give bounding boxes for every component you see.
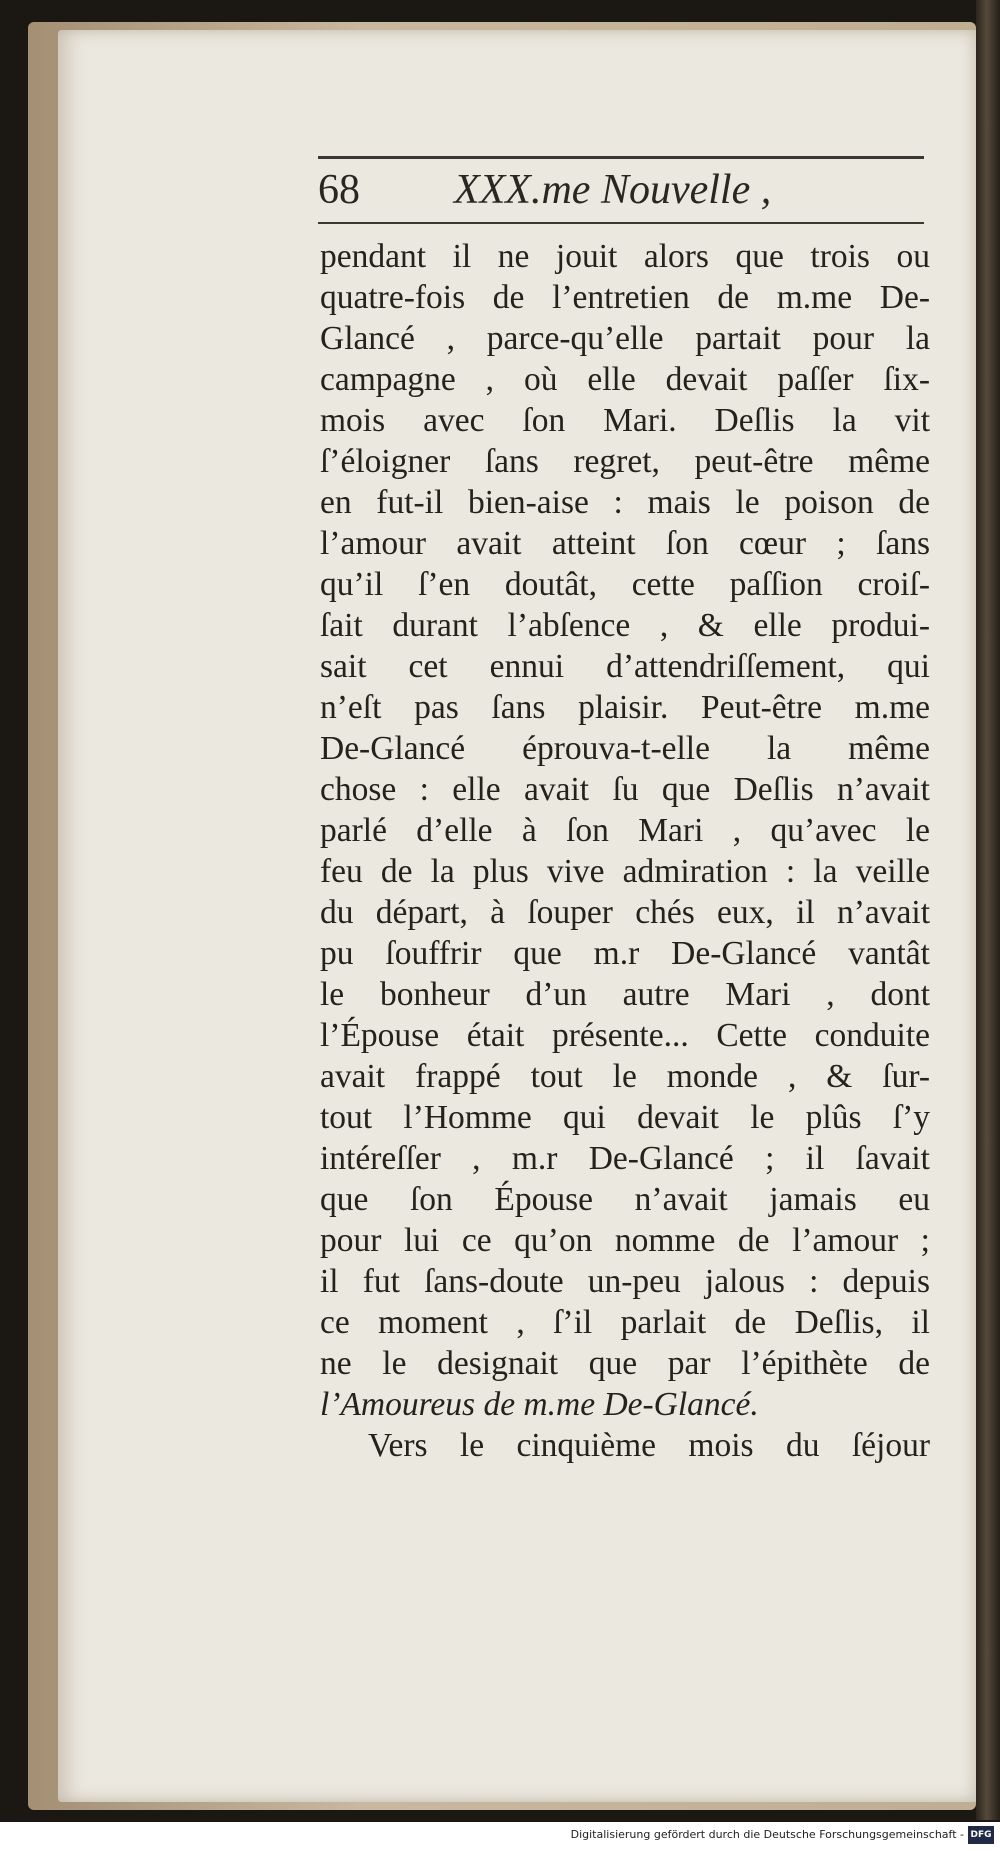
text-line: le bonheur d’un autre Mari , dont <box>320 976 930 1013</box>
text-line: ſait durant l’abſence , & elle produi- <box>320 607 930 644</box>
text-line: ſ’éloigner ſans regret, peut-être même <box>320 443 930 480</box>
text-line: intéreſſer , m.r De-Glancé ; il ſavait <box>320 1140 930 1177</box>
text-line: tout l’Homme qui devait le plûs ſ’y <box>320 1099 930 1136</box>
digitization-footer <box>0 1822 1000 1851</box>
text-line: pendant il ne jouit alors que trois ou <box>320 238 930 275</box>
text-line: Glancé , parce-qu’elle partait pour la <box>320 320 930 357</box>
book-binding-edge <box>976 0 1000 1820</box>
paragraph-first-line: Vers le cinquième mois du ſéjour <box>368 1427 930 1464</box>
text-line: De-Glancé éprouva-t-elle la même <box>320 730 930 767</box>
text-line: du départ, à ſouper chés eux, il n’avait <box>320 894 930 931</box>
text-line: n’eſt pas ſans plaisir. Peut-être m.me <box>320 689 930 726</box>
page-number: 68 <box>318 167 360 213</box>
text-line: pu ſouffrir que m.r De-Glancé vantât <box>320 935 930 972</box>
body-text <box>320 236 930 1466</box>
footer-credit: Digitalisierung gefördert durch die Deutsche Forschungsgemeinschaft - <box>570 1828 964 1841</box>
text-line: campagne , où elle devait paſſer ſix- <box>320 361 930 398</box>
text-line: ce moment , ſ’il parlait de Deſlis, il <box>320 1304 930 1341</box>
text-line: feu de la plus vive admiration : la veille <box>320 853 930 890</box>
text-line: l’Épouse était présente... Cette conduite <box>320 1017 930 1054</box>
text-line: quatre-fois de l’entretien de m.me De- <box>320 279 930 316</box>
text-line: pour lui ce qu’on nomme de l’amour ; <box>320 1222 930 1259</box>
text-line-italic: l’Amoureus de m.me De-Glancé. <box>320 1386 759 1423</box>
text-line: en fut-il bien-aise : mais le poison de <box>320 484 930 521</box>
running-title: XXX.me Nouvelle , <box>454 167 772 213</box>
text-line: chose : elle avait ſu que Deſlis n’avait <box>320 771 930 808</box>
header-rule-bottom <box>318 222 924 224</box>
running-head <box>318 166 924 220</box>
text-line: que ſon Épouse n’avait jamais eu <box>320 1181 930 1218</box>
text-line: sait cet ennui d’attendriſſement, qui <box>320 648 930 685</box>
text-line: avait frappé tout le monde , & ſur- <box>320 1058 930 1095</box>
text-line: mois avec ſon Mari. Deſlis la vit <box>320 402 930 439</box>
text-line: qu’il ſ’en doutât, cette paſſion croiſ- <box>320 566 930 603</box>
text-line: ne le designait que par l’épithète de <box>320 1345 930 1382</box>
header-rule-top <box>318 156 924 159</box>
text-line: il fut ſans-doute un-peu jalous : depuis <box>320 1263 930 1300</box>
dfg-logo: DFG <box>968 1826 994 1844</box>
text-line: parlé d’elle à ſon Mari , qu’avec le <box>320 812 930 849</box>
text-line: l’amour avait atteint ſon cœur ; ſans <box>320 525 930 562</box>
